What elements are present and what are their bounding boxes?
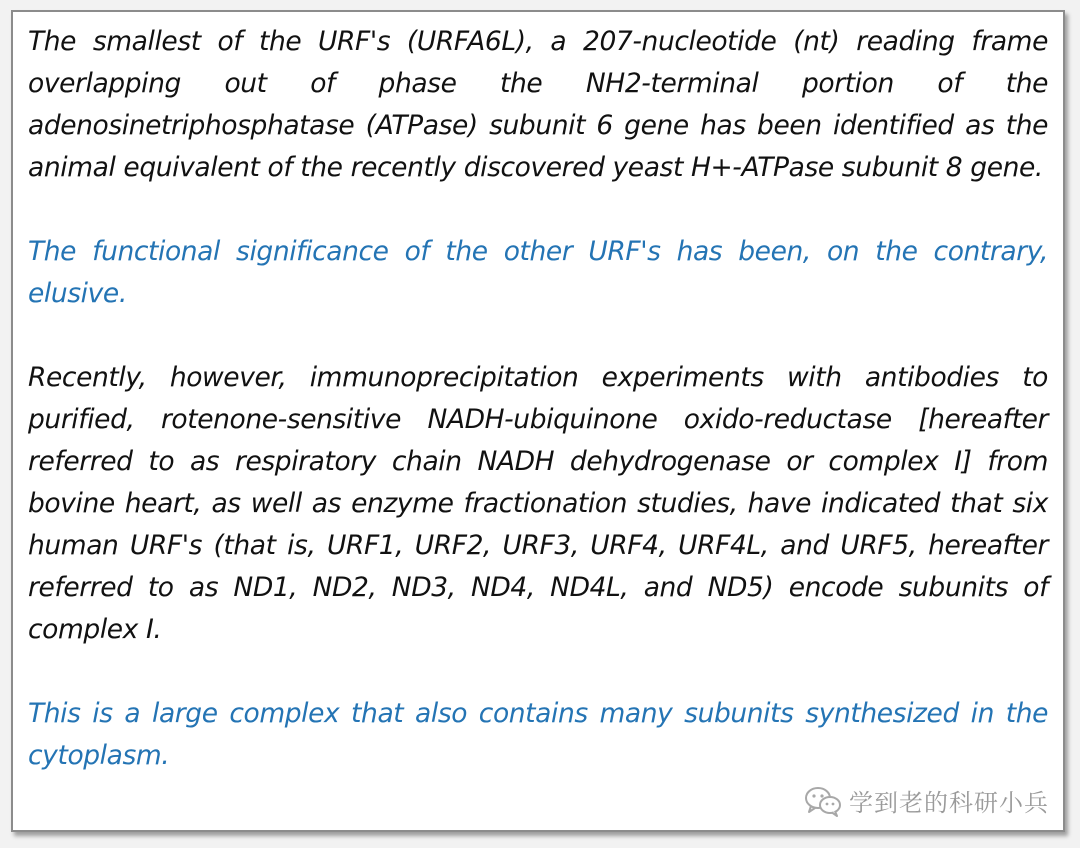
watermark-text: 学到老的科研小兵	[849, 789, 1049, 817]
paragraph-2: The functional significance of the other URF's has been, on the contrary, elusive.	[28, 236, 1048, 309]
paragraph-3: Recently, however, immunoprecipitation experiments with antibodies to purified, rotenone-sensitive NADH-ubiquinone oxido-reductase [hereafter referred to as respiratory chain NADH dehydrogenase or complex I] from bovine heart, as well as enzyme fractionation studies, have indicated that six human URF's (that is, URF1, URF2, URF3, URF4, URF4L, and URF5, hereafter referred to as ND1, ND2, ND3, ND4, ND4L, and ND5) encode subunits of complex I.	[28, 362, 1048, 645]
watermark	[803, 783, 1049, 818]
text-panel	[11, 10, 1065, 832]
text-content	[28, 21, 1048, 777]
paragraph-4: This is a large complex that also contains many subunits synthesized in the cytoplasm.	[28, 698, 1048, 771]
wechat-icon	[803, 785, 843, 817]
paragraph-1: The smallest of the URF's (URFA6L), a 207-nucleotide (nt) reading frame overlapping out of phase the NH2-terminal portion of the adenosinetriphosphatase (ATPase) subunit 6 gene has been identified as the animal equivalent of the recently discovered yeast H+-ATPase subunit 8 gene.	[28, 26, 1048, 183]
